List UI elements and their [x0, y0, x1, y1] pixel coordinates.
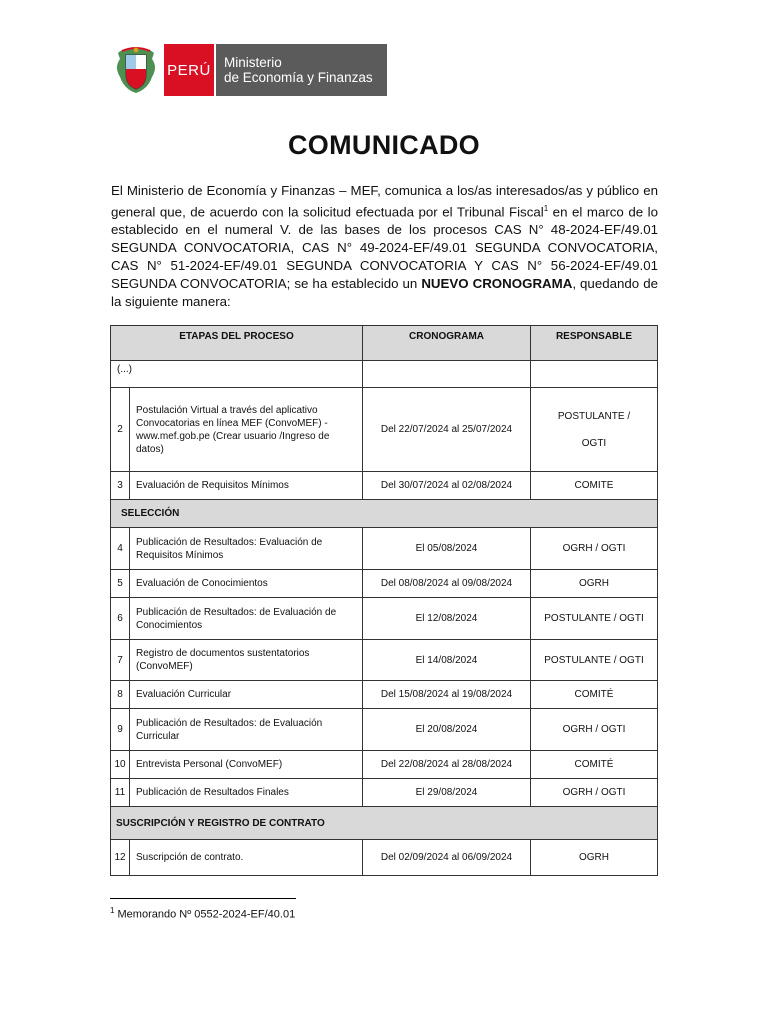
footnote: [110, 906, 295, 921]
table-row: [111, 570, 658, 598]
col-header-cronograma: CRONOGRAMA: [363, 326, 531, 361]
row-cronograma: Del 22/07/2024 al 25/07/2024: [363, 388, 531, 472]
row-responsable: OGRH / OGTI: [531, 528, 658, 570]
row-number: 3: [111, 472, 130, 500]
section-row-contrato: [111, 807, 658, 840]
row-etapa: Publicación de Resultados: Evaluación de Requisitos Mínimos: [130, 528, 363, 570]
footnote-mark: 1: [110, 906, 115, 915]
row-responsable: POSTULANTE / OGTI: [531, 640, 658, 681]
row-number: 4: [111, 528, 130, 570]
row-responsable: COMITÉ: [531, 751, 658, 779]
row-number: 11: [111, 779, 130, 807]
coat-of-arms-icon: [112, 44, 160, 96]
row-etapa: Suscripción de contrato.: [130, 840, 363, 876]
row-etapa: Registro de documentos sustentatorios (ConvoMEF): [130, 640, 363, 681]
row-etapa: Evaluación de Requisitos Mínimos: [130, 472, 363, 500]
row-cronograma: El 29/08/2024: [363, 779, 531, 807]
table-row: [111, 640, 658, 681]
row-number: 12: [111, 840, 130, 876]
col-header-responsable: RESPONSABLE: [531, 326, 658, 361]
ministry-name: [216, 44, 387, 96]
section-label: SELECCIÓN: [111, 500, 658, 528]
body-part2: en el marco de lo establecido en el numeral V. de las bases de los procesos CAS N° 48-2024-EF/49.01 SEGUNDA CONVOCATORIA, CAS N° 49-2024-EF/49.01 SEGUNDA CONVOCATORIA, CAS N° 51-2024-EF/49.01 SEGUNDA CONVOCATORIA Y CAS N° 56-2024-EF/49.01 SEGUNDA CONVOCATORIA; se ha establecido un: [111, 204, 659, 292]
col-header-etapas: ETAPAS DEL PROCESO: [111, 326, 363, 361]
ministry-line1: Ministerio: [224, 55, 282, 70]
row-etapa: Evaluación Curricular: [130, 681, 363, 709]
ministry-header: [112, 44, 387, 96]
page-title: COMUNICADO: [288, 130, 480, 160]
footnote-divider: [110, 898, 296, 899]
row-etapa: Publicación de Resultados: de Evaluación Curricular: [130, 709, 363, 751]
row-cronograma: Del 02/09/2024 al 06/09/2024: [363, 840, 531, 876]
row-responsable: OGRH: [531, 840, 658, 876]
responsable-line2: OGTI: [581, 437, 607, 449]
body-bold: NUEVO CRONOGRAMA: [421, 276, 573, 292]
announcement-body: [111, 182, 658, 311]
row-cronograma: Del 30/07/2024 al 02/08/2024: [363, 472, 531, 500]
row-number: 10: [111, 751, 130, 779]
row-number: 8: [111, 681, 130, 709]
row-cronograma: Del 22/08/2024 al 28/08/2024: [363, 751, 531, 779]
table-row: [111, 472, 658, 500]
row-cronograma: El 20/08/2024: [363, 709, 531, 751]
row-cronograma: Del 08/08/2024 al 09/08/2024: [363, 570, 531, 598]
table-row: [111, 528, 658, 570]
row-cronograma: El 14/08/2024: [363, 640, 531, 681]
row-cronograma: El 12/08/2024: [363, 598, 531, 640]
peru-label: PERÚ: [164, 44, 214, 96]
responsable-line1: POSTULANTE /: [557, 410, 631, 422]
section-row-seleccion: [111, 500, 658, 528]
row-number: 5: [111, 570, 130, 598]
table-row: [111, 840, 658, 876]
body-part1: El Ministerio de Economía y Finanzas – MEF, comunica a los/as interesados/as y público en general que, de acuerdo con la solicitud efectuada por el Tribunal Fiscal: [111, 183, 658, 220]
table-row: [111, 681, 658, 709]
row-number: 2: [111, 388, 130, 472]
row-responsable: COMITE: [531, 472, 658, 500]
footnote-text: Memorando Nº 0552-2024-EF/40.01: [114, 908, 296, 921]
ministry-line2: de Economía y Finanzas: [224, 70, 373, 85]
table-row: [111, 598, 658, 640]
row-responsable: OGRH / OGTI: [531, 779, 658, 807]
row-responsable: [531, 388, 658, 472]
table-row: [111, 388, 658, 472]
row-responsable: OGRH: [531, 570, 658, 598]
row-etapa: Publicación de Resultados Finales: [130, 779, 363, 807]
footnote-ref: 1: [543, 204, 549, 213]
row-number: 9: [111, 709, 130, 751]
row-etapa: Entrevista Personal (ConvoMEF): [130, 751, 363, 779]
row-etapa: Postulación Virtual a través del aplicativo Convocatorias en línea MEF (ConvoMEF) - www.mef.gob.pe (Crear usuario /Ingreso de datos): [130, 388, 363, 472]
ellipsis-cell: (...): [111, 361, 363, 388]
row-etapa: Evaluación de Conocimientos: [130, 570, 363, 598]
section-label: SUSCRIPCIÓN Y REGISTRO DE CONTRATO: [111, 807, 658, 840]
row-responsable: OGRH / OGTI: [531, 709, 658, 751]
row-cronograma: El 05/08/2024: [363, 528, 531, 570]
row-cronograma: Del 15/08/2024 al 19/08/2024: [363, 681, 531, 709]
row-number: 6: [111, 598, 130, 640]
row-responsable: POSTULANTE / OGTI: [531, 598, 658, 640]
table-header-row: [111, 326, 658, 361]
row-number: 7: [111, 640, 130, 681]
row-etapa: Publicación de Resultados: de Evaluación de Conocimientos: [130, 598, 363, 640]
table-row: [111, 779, 658, 807]
table-row: [111, 751, 658, 779]
body-part3: , quedando de la siguiente manera:: [111, 276, 658, 310]
table-row: [111, 709, 658, 751]
table-row-ellipsis: [111, 361, 658, 388]
schedule-table: [110, 325, 658, 876]
row-responsable: COMITÉ: [531, 681, 658, 709]
